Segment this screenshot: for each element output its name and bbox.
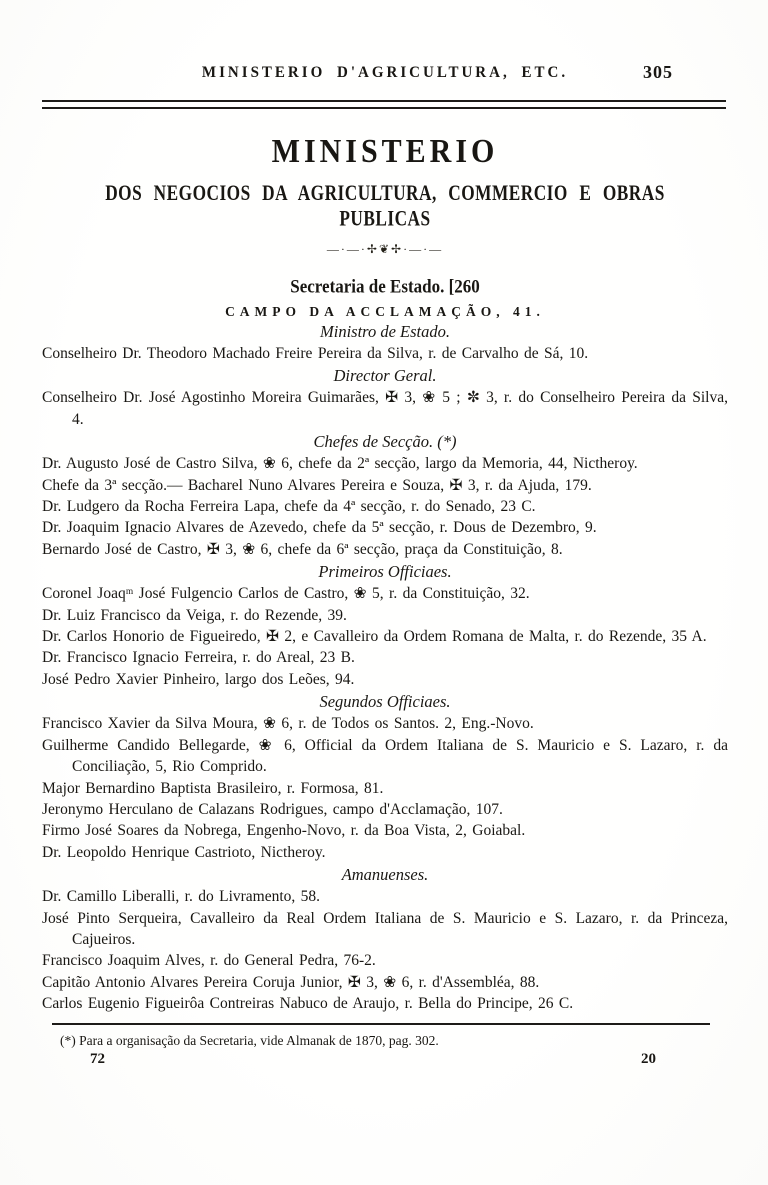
office-address: CAMPO DA ACCLAMAÇÃO, 41. [225, 304, 545, 319]
section-ministro [42, 322, 728, 364]
directory-entry: Dr. Camillo Liberalli, r. do Livramento, 58. [42, 888, 321, 906]
section-heading: Amanuenses. [341, 865, 429, 885]
section-heading: Chefes de Secção. (*) [313, 432, 457, 452]
signature-marks [42, 1051, 728, 1073]
directory-entry: Conselheiro Dr. Theodoro Machado Freire Pereira da Silva, r. de Carvalho de Sá, 10. [42, 345, 589, 362]
ornament-divider: —·—·✢❦✢·—·— [326, 242, 444, 256]
running-head-title: MINISTERIO D'AGRICULTURA, ETC. [201, 64, 569, 82]
footnote-text: (*) Para a organisação da Secretaria, vide Almanak de 1870, pag. 302. [60, 1032, 439, 1048]
ministry-title [42, 132, 728, 170]
section-heading: Ministro de Estado. [319, 322, 450, 341]
signature-right: 20 [641, 1050, 656, 1067]
directory-listing [42, 322, 728, 1015]
footnote-rule [52, 1023, 710, 1025]
directory-entry: Dr. Augusto José de Castro Silva, ❀ 6, chefe da 2ª secção, largo da Memoria, 44, Nictheroy. [42, 455, 638, 473]
directory-entry: Jeronymo Herculano de Calazans Rodrigues, campo d'Acclamação, 107. [42, 800, 503, 818]
section-chefes-de-seccao [42, 432, 728, 560]
directory-entry: Coronel Joaqᵐ José Fulgencio Carlos de Castro, ❀ 5, r. da Constituição, 32. [42, 585, 530, 603]
section-primeiros-officiaes [42, 562, 728, 690]
directory-entry: Firmo José Soares da Nobrega, Engenho-Novo, r. da Boa Vista, 2, Goiabal. [42, 822, 526, 840]
running-head [42, 64, 728, 88]
directory-entry: Dr. Carlos Honorio de Figueiredo, ✠ 2, e Cavalleiro da Ordem Romana de Malta, r. do Rezende, 35 A. [42, 628, 707, 646]
section-segundos-officiaes [42, 692, 728, 863]
directory-entry: Capitão Antonio Alvares Pereira Coruja Junior, ✠ 3, ❀ 6, r. d'Assembléa, 88. [42, 973, 540, 991]
section-director-geral [42, 366, 728, 430]
directory-entry: Major Bernardino Baptista Brasileiro, r. Formosa, 81. [42, 779, 384, 797]
page-number: 305 [643, 62, 673, 82]
section-heading: Director Geral. [333, 366, 437, 386]
directory-entry: Dr. Ludgero da Rocha Ferreira Lapa, chefe da 4ª secção, r. do Senado, 23 C. [42, 498, 536, 516]
section-heading: Segundos Officiaes. [319, 692, 451, 712]
ministry-subtitle-text: DOS NEGOCIOS DA AGRICULTURA, COMMERCIO E OBRAS PUBLICAS [105, 180, 665, 231]
office-heading [42, 277, 728, 297]
directory-entry: Dr. Joaquim Ignacio Alvares de Azevedo, chefe da 5ª secção, r. Dous de Dezembro, 9. [42, 519, 597, 537]
directory-entry: Guilherme Candido Bellegarde, ❀ 6, Official da Ordem Italiana de S. Mauricio e S. Lazaro, r. da Conciliação, 5, Rio Comprido. [42, 736, 728, 776]
directory-entry: Francisco Xavier da Silva Moura, ❀ 6, r. de Todos os Santos. 2, Eng.-Novo. [42, 715, 534, 733]
directory-entry: Dr. Leopoldo Henrique Castrioto, Nictheroy. [42, 843, 326, 861]
directory-entry: José Pedro Xavier Pinheiro, largo dos Leões, 94. [42, 670, 355, 688]
directory-entry: José Pinto Serqueira, Cavalleiro da Real Ordem Italiana de S. Mauricio e S. Lazaro, r. da Princeza, Cajueiros. [42, 909, 728, 948]
ministry-title-text: MINISTERIO [271, 132, 499, 170]
directory-entry: Carlos Eugenio Figueirôa Contreiras Nabuco de Araujo, r. Bella do Principe, 26 C. [42, 995, 574, 1013]
directory-entry: Dr. Luiz Francisco da Veiga, r. do Rezende, 39. [42, 606, 347, 624]
directory-entry: Chefe da 3ª secção.— Bacharel Nuno Alvares Pereira e Souza, ✠ 3, r. da Ajuda, 179. [42, 476, 592, 494]
section-heading: Primeiros Officiaes. [318, 562, 452, 582]
office-heading-text: Secretaria de Estado. [260 [290, 276, 480, 297]
ministry-subtitle [42, 180, 728, 231]
signature-left: 72 [90, 1050, 105, 1067]
directory-entry: Dr. Francisco Ignacio Ferreira, r. do Areal, 23 B. [42, 649, 355, 667]
double-rule-divider [42, 100, 726, 109]
section-amanuenses [42, 865, 728, 1014]
directory-entry: Francisco Joaquim Alves, r. do General Pedra, 76-2. [42, 952, 376, 970]
directory-entry: Bernardo José de Castro, ✠ 3, ❀ 6, chefe da 6ª secção, praça da Constituição, 8. [42, 540, 563, 558]
directory-entry: Conselheiro Dr. José Agostinho Moreira Guimarães, ✠ 3, ❀ 5 ; ✼ 3, r. do Conselheiro Pereira da Silva, 4. [42, 389, 728, 428]
page-footer [42, 1023, 728, 1073]
